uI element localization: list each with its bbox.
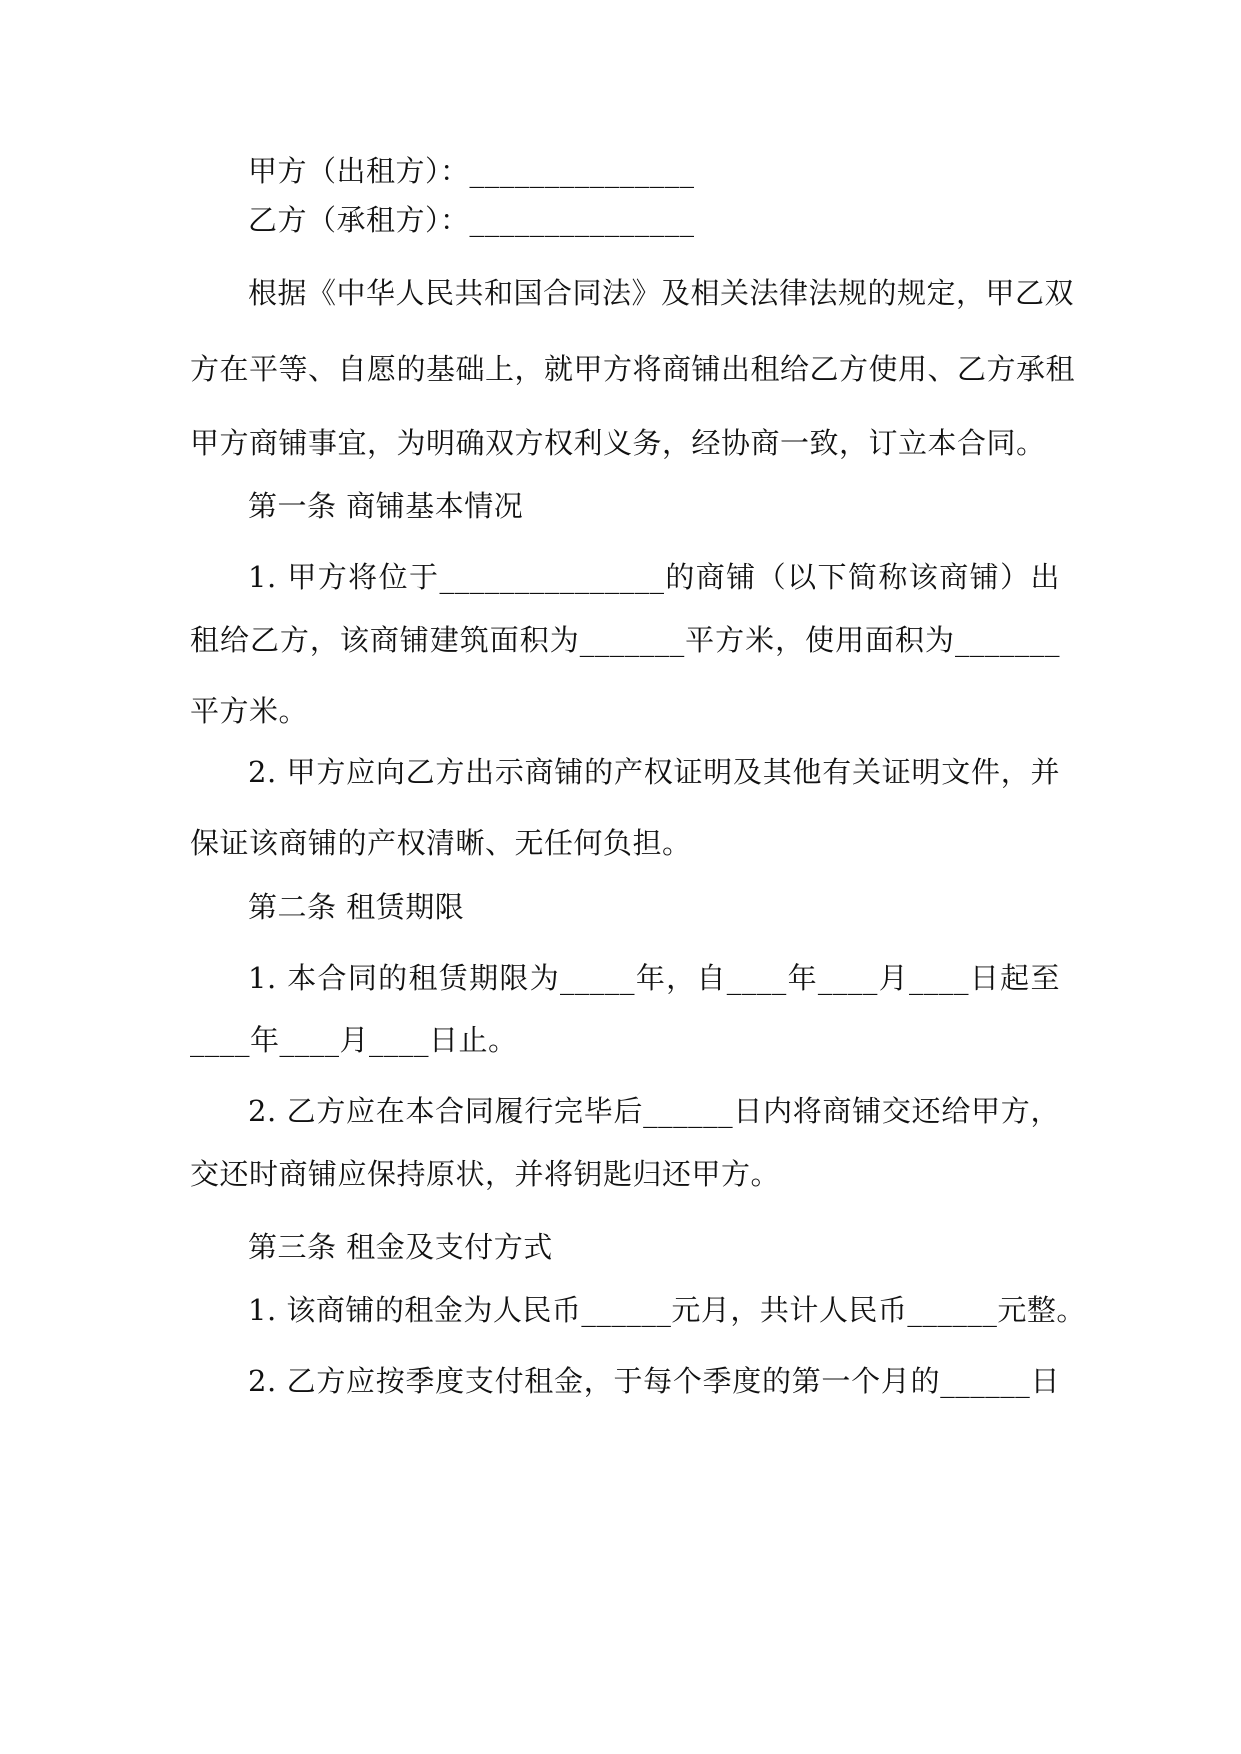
article-1-clause-1-line-1: 1. 甲方将位于_______________的商铺（以下简称该商铺）出 <box>248 560 1060 594</box>
article-1-clause-2-line-1: 2. 甲方应向乙方出示商铺的产权证明及其他有关证明文件，并 <box>248 755 1060 789</box>
preamble-line-1: 根据《中华人民共和国合同法》及相关法律法规的规定，甲乙双 <box>248 276 1075 310</box>
party-b-line: 乙方（承租方）：_______________ <box>248 203 695 237</box>
article-2-clause-1-line-2: ____年____月____日止。 <box>190 1023 518 1057</box>
article-1-clause-1-line-3: 平方米。 <box>190 694 309 728</box>
article-3-clause-1-line-1: 1. 该商铺的租金为人民币______元月，共计人民币______元整。 <box>248 1293 1086 1327</box>
article-2-heading: 第二条 租赁期限 <box>248 890 465 924</box>
article-1-clause-2-line-2: 保证该商铺的产权清晰、无任何负担。 <box>190 826 692 860</box>
party-a-line: 甲方（出租方）：_______________ <box>248 154 695 188</box>
article-3-clause-2-line-1: 2. 乙方应按季度支付租金，于每个季度的第一个月的______日 <box>248 1364 1060 1398</box>
article-1-clause-1-line-2: 租给乙方，该商铺建筑面积为_______平方米，使用面积为_______ <box>190 623 1060 657</box>
preamble-line-2: 方在平等、自愿的基础上，就甲方将商铺出租给乙方使用、乙方承租 <box>190 352 1076 386</box>
article-2-clause-2-line-1: 2. 乙方应在本合同履行完毕后______日内将商铺交还给甲方， <box>248 1094 1060 1128</box>
article-2-clause-1-line-1: 1. 本合同的租赁期限为_____年，自____年____月____日起至 <box>248 961 1060 995</box>
preamble-line-3: 甲方商铺事宜，为明确双方权利义务，经协商一致，订立本合同。 <box>190 426 1046 460</box>
article-1-heading: 第一条 商铺基本情况 <box>248 489 524 523</box>
article-3-heading: 第三条 租金及支付方式 <box>248 1230 553 1264</box>
article-2-clause-2-line-2: 交还时商铺应保持原状，并将钥匙归还甲方。 <box>190 1157 781 1191</box>
